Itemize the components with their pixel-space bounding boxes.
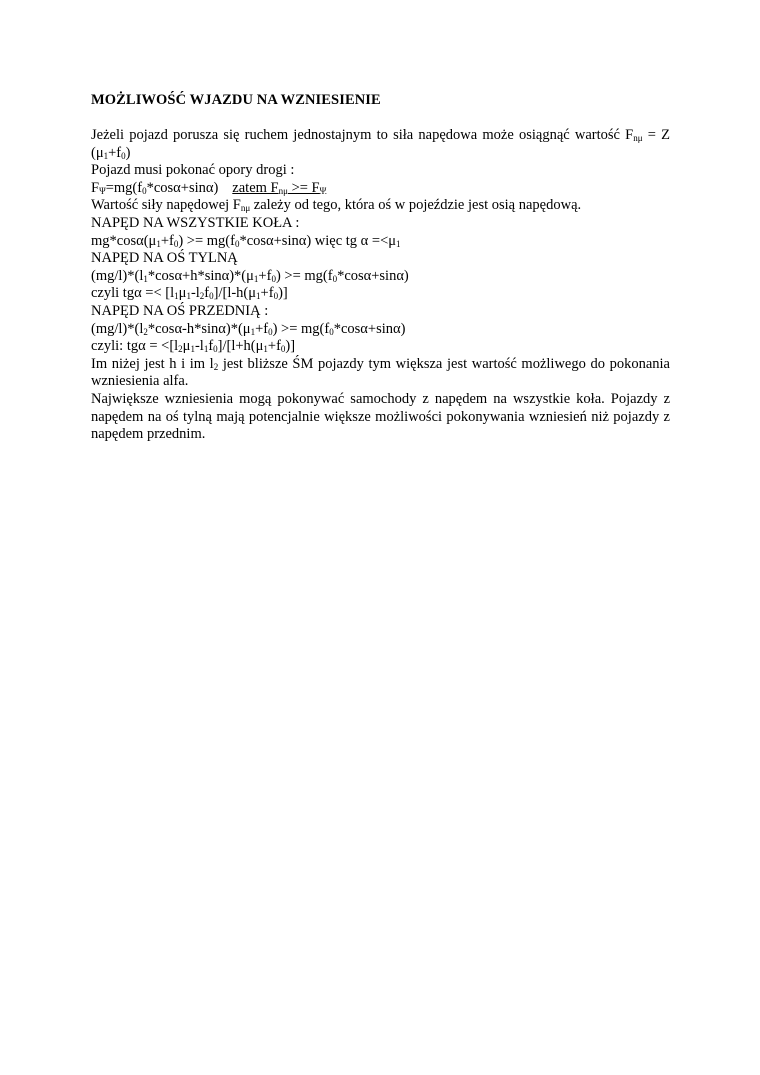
underlined-condition — [232, 180, 326, 196]
text-run: >= F — [287, 179, 320, 196]
text-run: μ — [178, 285, 187, 302]
text-run: Wartość siły napędowej F — [91, 197, 241, 214]
paragraph-center-of-mass — [91, 356, 670, 391]
subscript: 0 — [268, 326, 273, 337]
text-run: ]/[l-h(μ — [213, 285, 257, 302]
subscript: nμ — [633, 133, 643, 143]
text-run: *cosα+sinα) — [146, 179, 219, 196]
formula-resistance — [91, 180, 670, 198]
text-run: *cosα+h*sinα)*(μ — [147, 267, 254, 284]
text-run: =mg(f — [105, 179, 143, 196]
subscript: 1 — [186, 291, 191, 302]
formula-rear-axle-drive — [91, 268, 670, 286]
subscript: 0 — [121, 150, 126, 161]
subscript: 1 — [396, 238, 401, 249]
text-run: ) — [125, 144, 131, 161]
subscript: 1 — [256, 291, 261, 302]
text-run: +f — [260, 285, 274, 302]
paragraph-drive-force — [91, 197, 670, 215]
text-run: mg*cosα(μ — [91, 232, 157, 249]
subscript: 0 — [329, 326, 334, 337]
subscript: 0 — [273, 291, 279, 302]
subscript: 1 — [253, 273, 259, 284]
text-run: jest bliższe ŚM pojazdy tym większa jest wartość możliwego do pokonania wzniesienia alfa. — [91, 355, 670, 390]
paragraph-intro — [91, 127, 670, 162]
text-run: Jeżeli pojazd porusza się ruchem jednostajnym to siła napędowa może osiągnąć wartość F — [91, 127, 634, 143]
subscript: 2 — [143, 326, 148, 337]
subscript: 0 — [213, 344, 218, 355]
paragraph-road-resistance: Pojazd musi pokonać opory drogi : — [91, 162, 295, 179]
heading-all-wheel-drive: NAPĘD NA WSZYSTKIE KOŁA : — [91, 214, 300, 231]
text-run: *cosα+sinα) więc tg α =<μ — [239, 232, 397, 249]
subscript: 1 — [143, 273, 148, 284]
text-run: ]/[l+h(μ — [217, 338, 264, 355]
subscript: 1 — [263, 344, 268, 355]
subscript: Ψ — [319, 185, 327, 196]
text-run: czyli: tgα = <[l — [91, 338, 179, 355]
text-run: ) >= mg(f — [275, 267, 333, 284]
formula-all-wheel-drive — [91, 233, 670, 251]
text-run: -l — [194, 338, 204, 355]
subscript: 1 — [190, 344, 195, 355]
text-run: f — [204, 285, 210, 302]
subscript: nμ — [278, 185, 288, 196]
subscript: 0 — [173, 238, 179, 249]
heading-rear-axle-drive: NAPĘD NA OŚ TYLNĄ — [91, 250, 238, 267]
text-run: ) >= mg(f — [272, 320, 330, 337]
text-run: +f — [160, 232, 174, 249]
text-run: -l — [190, 285, 200, 302]
subscript: 1 — [156, 238, 161, 249]
subscript: 0 — [209, 291, 214, 302]
subscript: 1 — [250, 326, 256, 337]
subscript: 1 — [203, 344, 209, 355]
text-run: +f — [255, 320, 269, 337]
text-run: +f — [267, 338, 281, 355]
formula-rear-axle-result — [91, 285, 670, 303]
text-run: +f — [108, 144, 122, 161]
text-run: f — [208, 338, 214, 355]
subscript: 2 — [199, 291, 205, 302]
subscript: Ψ — [99, 185, 106, 196]
formula-front-axle-drive — [91, 321, 670, 339]
subscript: 0 — [332, 273, 338, 284]
text-run: +f — [258, 267, 272, 284]
text-run: = Z (μ — [91, 127, 670, 161]
text-run: (mg/l)*(l — [91, 320, 144, 337]
subscript: 2 — [213, 361, 219, 372]
text-run: )] — [285, 338, 296, 355]
subscript: nμ — [240, 203, 251, 214]
paragraph-conclusion: Największe wzniesienia mogą pokonywać samochody z napędem na wszystkie koła. Pojazdy z napędem na oś tylną mają potencjalnie większe możliwości pokonywania wzniesień niż pojazdy z napędem przednim. — [91, 390, 670, 443]
text-run: *cosα+sinα) — [337, 267, 409, 284]
document-body — [91, 127, 670, 444]
subscript: 0 — [280, 344, 286, 355]
text-run: (mg/l)*(l — [91, 267, 144, 284]
document-page — [91, 91, 670, 444]
text-run: *cosα-h*sinα)*(μ — [147, 320, 251, 337]
text-run: *cosα+sinα) — [333, 320, 406, 337]
text-run: )] — [278, 285, 288, 302]
text-run: zależy od tego, która oś w pojeździe jest osią napędową. — [250, 197, 582, 214]
subscript: 0 — [142, 185, 147, 196]
text-run: μ — [182, 338, 191, 355]
text-run: zatem F — [232, 179, 279, 196]
subscript: 0 — [271, 273, 276, 284]
document-title: MOŻLIWOŚĆ WJAZDU NA WZNIESIENIE — [91, 92, 381, 108]
heading-front-axle-drive: NAPĘD NA OŚ PRZEDNIĄ : — [91, 302, 269, 319]
text-run: F — [91, 179, 100, 196]
text-run: czyli tgα =< [l — [91, 285, 175, 302]
formula-front-axle-result — [91, 338, 670, 356]
subscript: 0 — [234, 238, 240, 249]
subscript: 1 — [174, 291, 179, 302]
text-run: ) >= mg(f — [178, 232, 235, 249]
text-run: Im niżej jest h i im l — [91, 355, 214, 372]
subscript: 1 — [103, 150, 109, 161]
subscript: 2 — [178, 344, 183, 355]
